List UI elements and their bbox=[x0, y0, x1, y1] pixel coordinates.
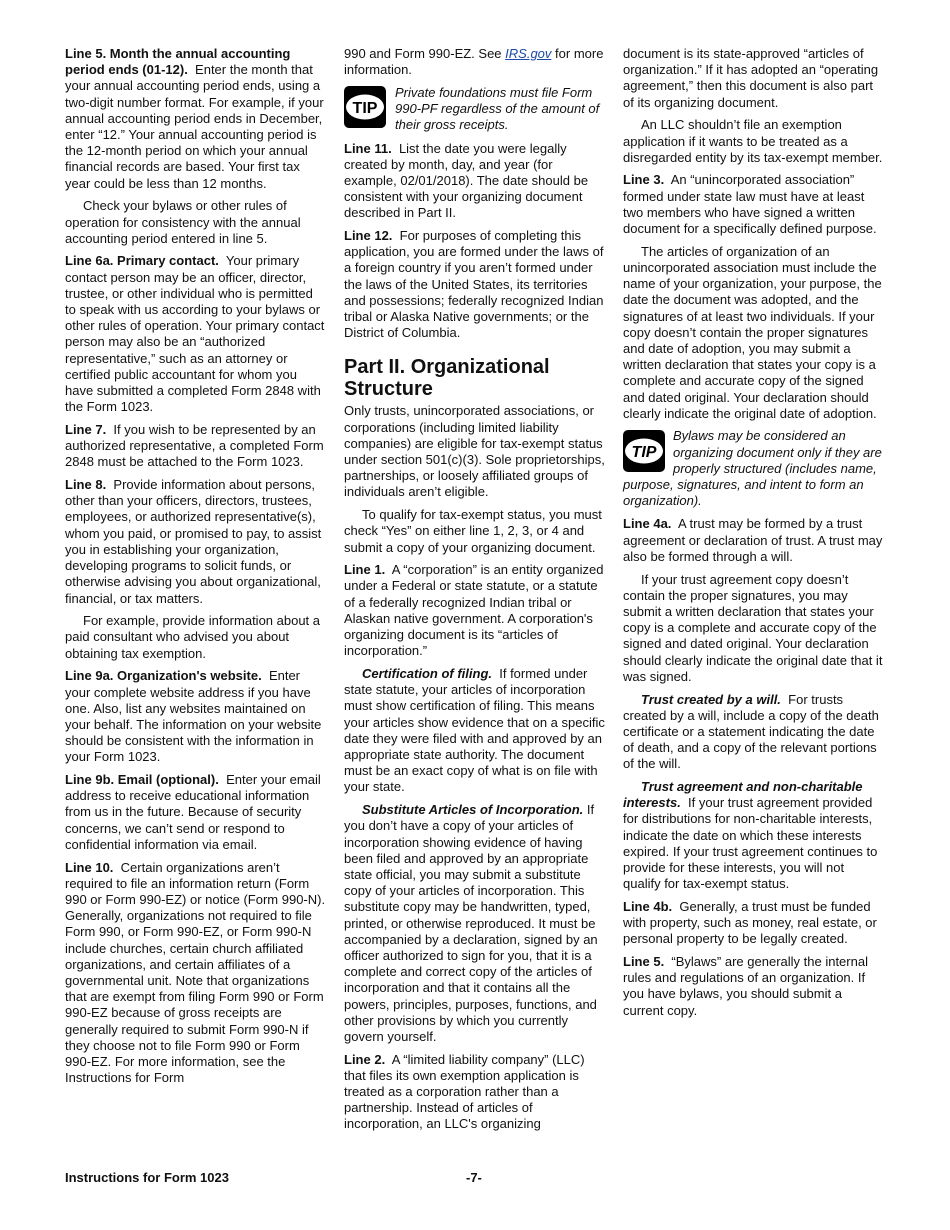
paragraph-line9a: Line 9a. Organization's website. Enter your complete website address if you have one. Also, list any websites maintained on your behalf. The information on your website should be consistent with the information in your Form 1023. bbox=[65, 668, 322, 765]
line12-heading: Line 12. bbox=[344, 228, 393, 244]
paragraph-trust-signatures: If your trust agreement copy doesn’t contain the proper signatures, you may submit a written declaration that states your copy is a complete and accurate copy of the signed and dated original. Your declaration should clearly indicate the original date that it was signed. bbox=[623, 571, 883, 684]
paragraph-line5-bylaws: Check your bylaws or other rules of operation for consistency with the annual accounting period entered in line 5. bbox=[65, 198, 301, 246]
paragraph-line7: Line 7. If you wish to be represented by an authorized representative, a completed Form 2848 must be attached to the Form 1023. bbox=[65, 421, 324, 470]
paragraph-substitute-articles: Substitute Articles of Incorporation. If you don’t have a copy of your articles of incorporation showing evidence of having been filed and approved by an appropriate state official, you may submit a substitute copy of your articles of incorporation. This substitute copy may be handwritten, typed, printed, or otherwise reproduced. It must be accompanied by a declaration, signed by an officer authorized to sign for you, that it is a complete and correct copy of the articles of incorporation and that it contains all the powers, principles, purposes, functions, and other provisions by which you currently govern yourself. bbox=[344, 802, 598, 1044]
paragraph-unincorporated-articles: The articles of organization of an unincorporated association must include the name of your organization, your purpose, the date the document was adopted, and the signatures of at least two individuals. If your copy doesn’t contain the proper signatures and date of adoption, you may submit a written declaration that states your copy is a complete and accurate copy of the signed and dated original. Your declaration should clearly indicate the original date of adoption. bbox=[623, 243, 882, 421]
paragraph-trust-agreement: Trust agreement and non-charitable interests. If your trust agreement provided for distributions for non-charitable interests, indicate the date on which these interests expired. If your trust agreement continues to provide for these interests, you will not qualify for tax-exempt status. bbox=[623, 779, 878, 892]
footer-page-number: -7- bbox=[466, 1170, 482, 1185]
paragraph-part2-intro: Only trusts, unincorporated associations, or corporations (including limited liability companies) are eligible for tax-exempt status under section 501(c)(3). Sole proprietorships, partnerships, or loosely affiliated groups of individuals aren’t eligible. bbox=[344, 403, 605, 500]
paragraph-line12: Line 12. For purposes of completing this application, you are formed under the laws of a foreign country if you aren’t formed under the laws of the United States, its territories and possessions; federally recognized Indian tribal or Alaska Native governments; or the District of Columbia. bbox=[344, 228, 604, 341]
substitute-articles-heading: Substitute Articles of Incorporation. bbox=[362, 802, 584, 818]
line10-heading: Line 10. bbox=[65, 859, 114, 875]
paragraph-llc-disregarded: An LLC shouldn’t file an exemption application if it wants to be treated as a disregarded entity by its tax-exempt member. bbox=[623, 117, 883, 165]
line9a-heading: Line 9a. Organization's website. bbox=[65, 668, 262, 684]
paragraph-line9b: Line 9b. Email (optional). Enter your email address to receive educational information from us in the future. Because of security concerns, we can’t send or respond to confidential information via email. bbox=[65, 772, 321, 852]
part2-line1-heading: Line 1. bbox=[344, 562, 386, 578]
paragraph-part2-line4b: Line 4b. Generally, a trust must be funded with property, such as money, real estate, or personal property to be legally created. bbox=[623, 898, 877, 947]
paragraph-part2-line2: Line 2. A “limited liability company” (LLC) that files its own exemption application is treated as a corporation rather than a partnership. Instead of articles of incorporation, an LLC's organizing bbox=[344, 1051, 585, 1132]
paragraph-part2-qualify: To qualify for tax-exempt status, you must check “Yes” on either line 1, 2, 3, or 4 and submit a copy of your organizing document. bbox=[344, 507, 602, 555]
footer-form-name: Instructions for Form 1023 bbox=[65, 1170, 229, 1185]
part2-line2-heading: Line 2. bbox=[344, 1051, 386, 1067]
irs-gov-link[interactable]: IRS.gov bbox=[505, 46, 552, 61]
tip-private-foundations bbox=[344, 85, 606, 134]
line6a-heading: Line 6a. Primary contact. bbox=[65, 253, 219, 269]
tip-icon bbox=[623, 430, 665, 472]
paragraph-part2-line5: Line 5. “Bylaws” are generally the internal rules and regulations of an organization. If you have bylaws, you should submit a current copy. bbox=[623, 954, 868, 1018]
tip-text: Private foundations must file Form 990-PF regardless of the amount of their gross receipts. bbox=[395, 84, 600, 133]
trust-will-heading: Trust created by a will. bbox=[641, 691, 781, 707]
trust-agreement-heading: Trust agreement and non-charitable interests. bbox=[623, 779, 863, 811]
part2-line3-heading: Line 3. bbox=[623, 172, 665, 188]
line9b-heading: Line 9b. Email (optional). bbox=[65, 772, 219, 788]
column-left bbox=[65, 46, 327, 1093]
paragraph-line5: Line 5. Month the annual accounting period ends (01-12). Enter the month that your annual accounting period ends, using a two-digit number format. For example, if your annual accounting period ends in December, enter “12.” Your annual accounting period is the 12-month period on which your annual financial records are based. Your first tax year could be less than 12 months. bbox=[65, 46, 324, 191]
column-right bbox=[623, 46, 885, 1025]
paragraph-part2-line4a: Line 4a. A trust may be formed by a trust agreement or declaration of trust. A trust may also be formed through a will. bbox=[623, 516, 883, 564]
tip-icon bbox=[344, 86, 386, 128]
tip-icon-label: TIP bbox=[352, 99, 378, 117]
paragraph-line10-continued: 990 and Form 990-EZ. See IRS.gov for more information. bbox=[344, 46, 604, 78]
paragraph-line2-continued: document is its state-approved “articles of organization.” If it has adopted an “operating agreement,” then this document is also part of its organizing document. bbox=[623, 46, 879, 110]
section-heading-part2: Part II. Organizational Structure bbox=[344, 356, 550, 401]
paragraph-certification: Certification of filing. If formed under state statute, your articles of incorporation must show certification of filing. This means your articles show evidence that on a specific date they were filed with and approved by an appropriate state authority. The document must be an exact copy of what is on file with your state. bbox=[344, 666, 605, 795]
paragraph-line11: Line 11. List the date you were legally created by month, day, and year (for example, 02/01/2018). The date should be consistent with your organizing document described in Part II. bbox=[344, 140, 589, 221]
part2-line5-heading: Line 5. bbox=[623, 954, 665, 970]
part2-line4b-heading: Line 4b. bbox=[623, 898, 673, 914]
line5-heading: Line 5. Month the annual accounting period ends (01-12). bbox=[65, 46, 291, 78]
paragraph-line8-example: For example, provide information about a paid consultant who advised you about obtaining tax exemption. bbox=[65, 613, 321, 661]
column-middle bbox=[344, 46, 606, 1139]
tip-bylaws bbox=[623, 428, 885, 509]
paragraph-part2-line1: Line 1. A “corporation” is an entity organized under a Federal or state statute, or a statute of a federally recognized Indian tribal or Alaskan native government. A corporation's organizing document is its “articles of incorporation.” bbox=[344, 562, 604, 659]
paragraph-trust-will: Trust created by a will. For trusts created by a will, include a copy of the death certificate or a statement indicating the date of death, and a copy of the relevant portions of the will. bbox=[623, 691, 879, 772]
tip-text: Bylaws may be considered an organizing document only if they are properly structured (includes name, purpose, signatures, and intent to form an organization). bbox=[623, 428, 882, 509]
paragraph-line6a: Line 6a. Primary contact. Your primary contact person may be an officer, director, trustee, or other individual who is permitted to speak with us according to your bylaws or other rules of operation. Your primary contact person may also be an “authorized representative,” such as an attorney or certified public accountant for whom you have submitted a completed Form 2848 with the Form 1023. bbox=[65, 253, 325, 415]
paragraph-line8: Line 8. Provide information about persons, other than your officers, directors, trustees, employees, or authorized representative(s), whom you paid, or promised to pay, to assist you in establishing your organization, developing programs to solicit funds, or otherwise advising you about organizational, financial, or tax matters. bbox=[65, 477, 322, 606]
paragraph-part2-line3: Line 3. An “unincorporated association” formed under state law must have at least two members who have signed a written document for a specifically defined purpose. bbox=[623, 172, 877, 237]
tip-icon-label: TIP bbox=[631, 444, 657, 462]
line11-heading: Line 11. bbox=[344, 140, 392, 156]
part2-line4a-heading: Line 4a. bbox=[623, 516, 672, 532]
certification-heading: Certification of filing. bbox=[362, 666, 492, 681]
line7-heading: Line 7. bbox=[65, 421, 107, 437]
line8-heading: Line 8. bbox=[65, 477, 107, 493]
paragraph-line10: Line 10. Certain organizations aren’t required to file an information return (Form 990 or Form 990-EZ) or notice (Form 990-N). Generally, organizations not required to file Form 990, or Form 990-EZ, or Form 990-N include churches, certain church affiliated organizations, and certain affiliates of a governmental unit. Note that organizations that are exempt from filing Form 990 or Form 990-EZ because of gross receipts are generally required to submit Form 990-N if they choose not to file Form 990 or Form 990-EZ. For more information, see the Instructions for Form bbox=[65, 859, 326, 1086]
